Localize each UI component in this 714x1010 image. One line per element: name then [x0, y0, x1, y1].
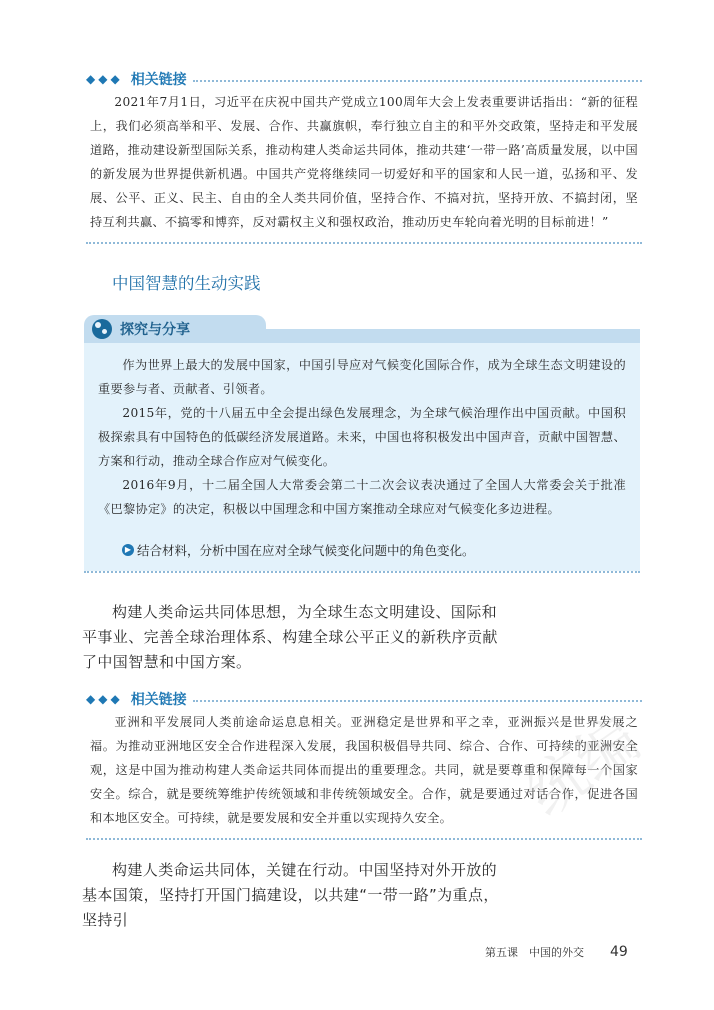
related-link-body: [86, 90, 642, 234]
watermark: 统编: [513, 704, 653, 831]
explore-paragraph: 2016年9月，十二届全国人大常委会第二十二次会议表决通过了全国人大常委会关于批准《巴黎协定》的决定，积极以中国理念和中国方案推动全球应对气候变化多边进程。: [98, 478, 626, 516]
question-text: 结合材料，分析中国在应对全球气候变化问题中的角色变化。: [137, 543, 475, 558]
lesson-title: 第五课 中国的外交: [485, 946, 584, 959]
explore-header-tab: [84, 315, 266, 343]
explore-title: 探究与分享: [120, 322, 190, 338]
related-link-box-2: [86, 688, 642, 840]
explore-paragraph: 作为世界上最大的发展中国家，中国引导应对气候变化国际合作，成为全球生态文明建设的重要参与者、贡献者、引领者。: [98, 358, 626, 396]
body-paragraph: 构建人类命运共同体，关键在行动。中国坚持对外开放的基本国策，坚持打开国门搞建设，以共建“一带一路”为重点，坚持引: [82, 861, 499, 929]
dotted-divider: [193, 80, 642, 82]
related-link-header: [86, 688, 642, 710]
section-title: 中国智慧的生动实践: [112, 274, 261, 293]
dotted-divider: [84, 571, 640, 573]
related-link-body: [86, 710, 642, 830]
body-paragraph: 构建人类命运共同体思想，为全球生态文明建设、国际和平事业、完善全球治理体系、构建全球公平正义的新秩序贡献了中国智慧和中国方案。: [82, 603, 498, 671]
page-footer: [485, 944, 628, 960]
page-number: 49: [610, 944, 628, 960]
diamond-bullets-icon: ◆◆◆: [86, 692, 123, 706]
explore-body: [84, 343, 640, 571]
globe-icon: [92, 319, 112, 339]
explore-paragraph: 2015年，党的十八届五中全会提出绿色发展理念，为全球气候治理作出中国贡献。中国积极探索具有中国特色的低碳经济发展道路。未来，中国也将积极发出中国声音，贡献中国智慧、方案和行动，推动全球合作应对气候变化。: [98, 406, 626, 468]
related-link-title: 相关链接: [130, 72, 187, 88]
related-link-title: 相关链接: [130, 692, 187, 708]
discussion-question: [98, 541, 626, 559]
dotted-divider: [86, 242, 642, 244]
dotted-divider: [193, 700, 642, 702]
related-link-paragraph: 2021年7月1日，习近平在庆祝中国共产党成立100周年大会上发表重要讲话指出：“新的征程上，我们必须高举和平、发展、合作、共赢旗帜，奉行独立自主的和平外交政策，坚持走和平发展道路，推动建设新型国际关系，推动构建人类命运共同体，推动共建‘一带一路’高质量发展，以中国的新发展为世界提供新机遇。中国共产党将继续同一切爱好和平的国家和人民一道，弘扬和平、发展、公平、正义、民主、自由的全人类共同价值，坚持合作、不搞对抗，坚持开放、不搞封闭，坚持互利共赢、不搞零和博弈，反对霸权主义和强权政治，推动历史车轮向着光明的目标前进！”: [90, 95, 638, 229]
related-link-box-1: [86, 68, 642, 244]
arrow-circle-icon: ▶: [122, 544, 134, 556]
related-link-paragraph: 亚洲和平发展同人类前途命运息息相关。亚洲稳定是世界和平之幸，亚洲振兴是世界发展之福。为推动亚洲地区安全合作进程深入发展，我国积极倡导共同、综合、合作、可持续的亚洲安全观，这是中国为推动构建人类命运共同体而提出的重要理念。共同，就是要尊重和保障每一个国家安全。综合，就是要统筹维护传统领域和非传统领域安全。合作，就是要通过对话合作，促进各国和本地区安全。可持续，就是要发展和安全并重以实现持久安全。: [90, 715, 638, 825]
diamond-bullets-icon: ◆◆◆: [86, 72, 123, 86]
related-link-header: [86, 68, 642, 90]
explore-share-box: [84, 315, 640, 573]
dotted-divider: [86, 838, 642, 840]
